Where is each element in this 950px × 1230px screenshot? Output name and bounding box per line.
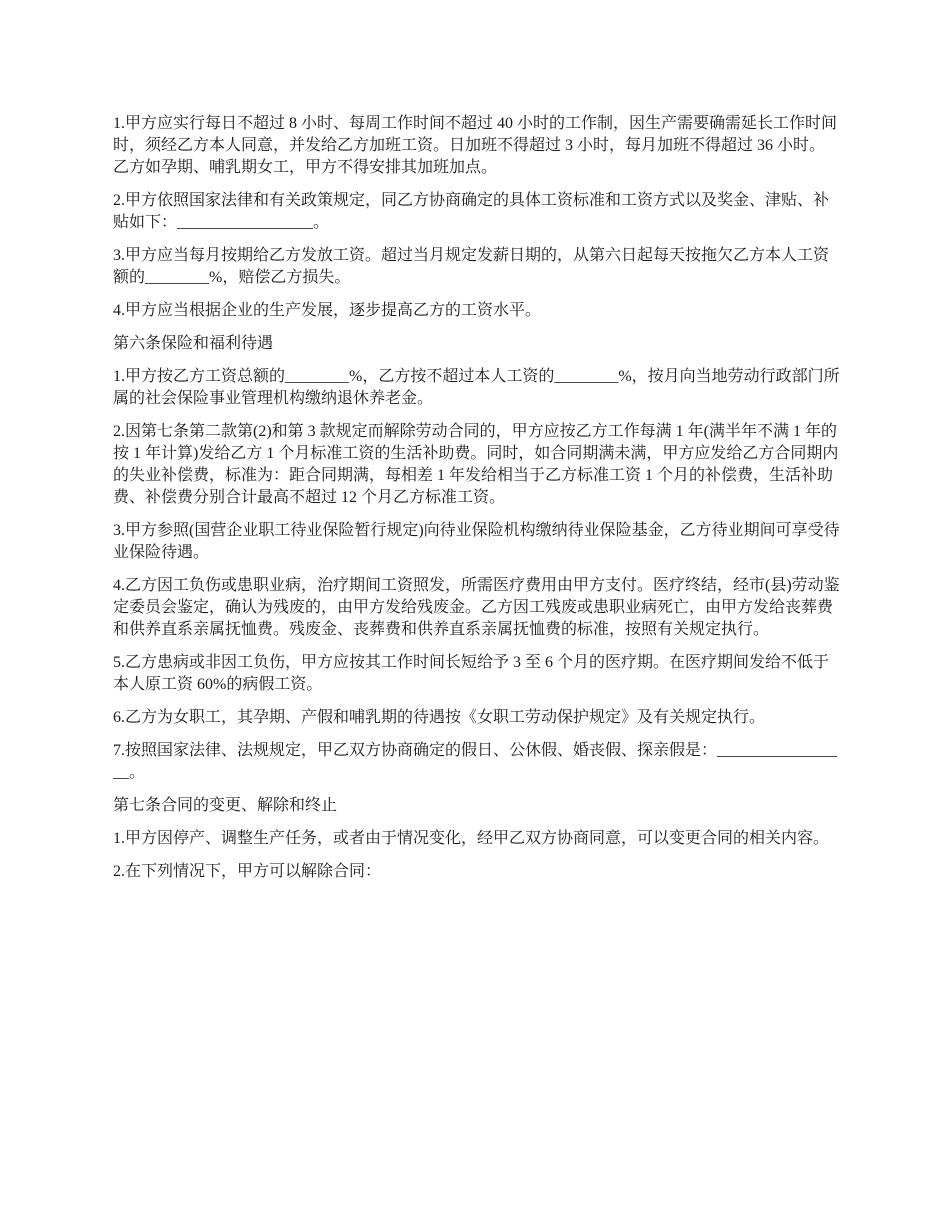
clause-5-item-3: 3.甲方应当每月按期给乙方发放工资。超过当月规定发薪日期的，从第六日起每天按拖欠乙方本人工资额的________%，赔偿乙方损失。: [113, 247, 830, 286]
clause-6-item-4: 4.乙方因工负伤或患职业病，治疗期间工资照发，所需医疗费用由甲方支付。医疗终结，经市(县)劳动鉴定委员会鉴定，确认为残废的，由甲方发给残废金。乙方因工残废或患职业病死亡，由甲方发给丧葬费和供养直系亲属抚恤费。残废金、丧葬费和供养直系亲属抚恤费的标准，按照有关规定执行。: [113, 577, 840, 638]
clause-5-item-2: 2.甲方依照国家法律和有关政策规定，同乙方协商确定的具体工资标准和工资方式以及奖金、津贴、补贴如下：_________________。: [113, 192, 830, 231]
clause-6-item-7: 7.按照国家法律、法规规定，甲乙双方协商确定的假日、公休假、婚丧假、探亲假是：_________________。: [113, 742, 838, 781]
clause-7-item-2: 2.在下列情况下，甲方可以解除合同：: [113, 863, 382, 880]
section-heading-article-6: 第六条保险和福利待遇: [113, 335, 274, 352]
clause-6-item-2: 2.因第七条第二款第(2)和第 3 款规定而解除劳动合同的，甲方应按乙方工作每满 1 年(满半年不满 1 年的按 1 年计算)发给乙方 1 个月标准工资的生活补助费。同时，如合同期满未满，甲方应发给乙方合同期内的失业补偿费，标准为：距合同期满，每相差 1 年发给相当于乙方标准工资 1 个月的补偿费，生活补助费、补偿费分别合计最高不超过 12 个月乙方标准工资。: [113, 423, 839, 506]
clause-7-item-1: 1.甲方因停产、调整生产任务，或者由于情况变化，经甲乙双方协商同意，可以变更合同的相关内容。: [113, 830, 830, 847]
section-heading-article-7: 第七条合同的变更、解除和终止: [113, 797, 338, 814]
clause-5-item-4: 4.甲方应当根据企业的生产发展，逐步提高乙方的工资水平。: [113, 302, 542, 319]
clause-6-item-6: 6.乙方为女职工，其孕期、产假和哺乳期的待遇按《女职工劳动保护规定》及有关规定执行。: [113, 709, 766, 726]
clause-6-item-5: 5.乙方患病或非因工负伤，甲方应按其工作时间长短给予 3 至 6 个月的医疗期。在医疗期间发给不低于本人原工资 60%的病假工资。: [113, 654, 830, 693]
clause-6-item-1: 1.甲方按乙方工资总额的________%，乙方按不超过本人工资的________%，按月向当地劳动行政部门所属的社会保险事业管理机构缴纳退休养老金。: [113, 368, 840, 407]
document-page: [113, 113, 840, 894]
clause-5-item-1: 1.甲方应实行每日不超过 8 小时、每周工作时间不超过 40 小时的工作制，因生产需要确需延长工作时间时，须经乙方本人同意，并发给乙方加班工资。日加班不得超过 3 小时，每月加班不得超过 36 小时。乙方如孕期、哺乳期女工，甲方不得安排其加班加点。: [113, 115, 838, 176]
clause-6-item-3: 3.甲方参照(国营企业职工待业保险暂行规定)向待业保险机构缴纳待业保险基金，乙方待业期间可享受待业保险待遇。: [113, 522, 840, 561]
